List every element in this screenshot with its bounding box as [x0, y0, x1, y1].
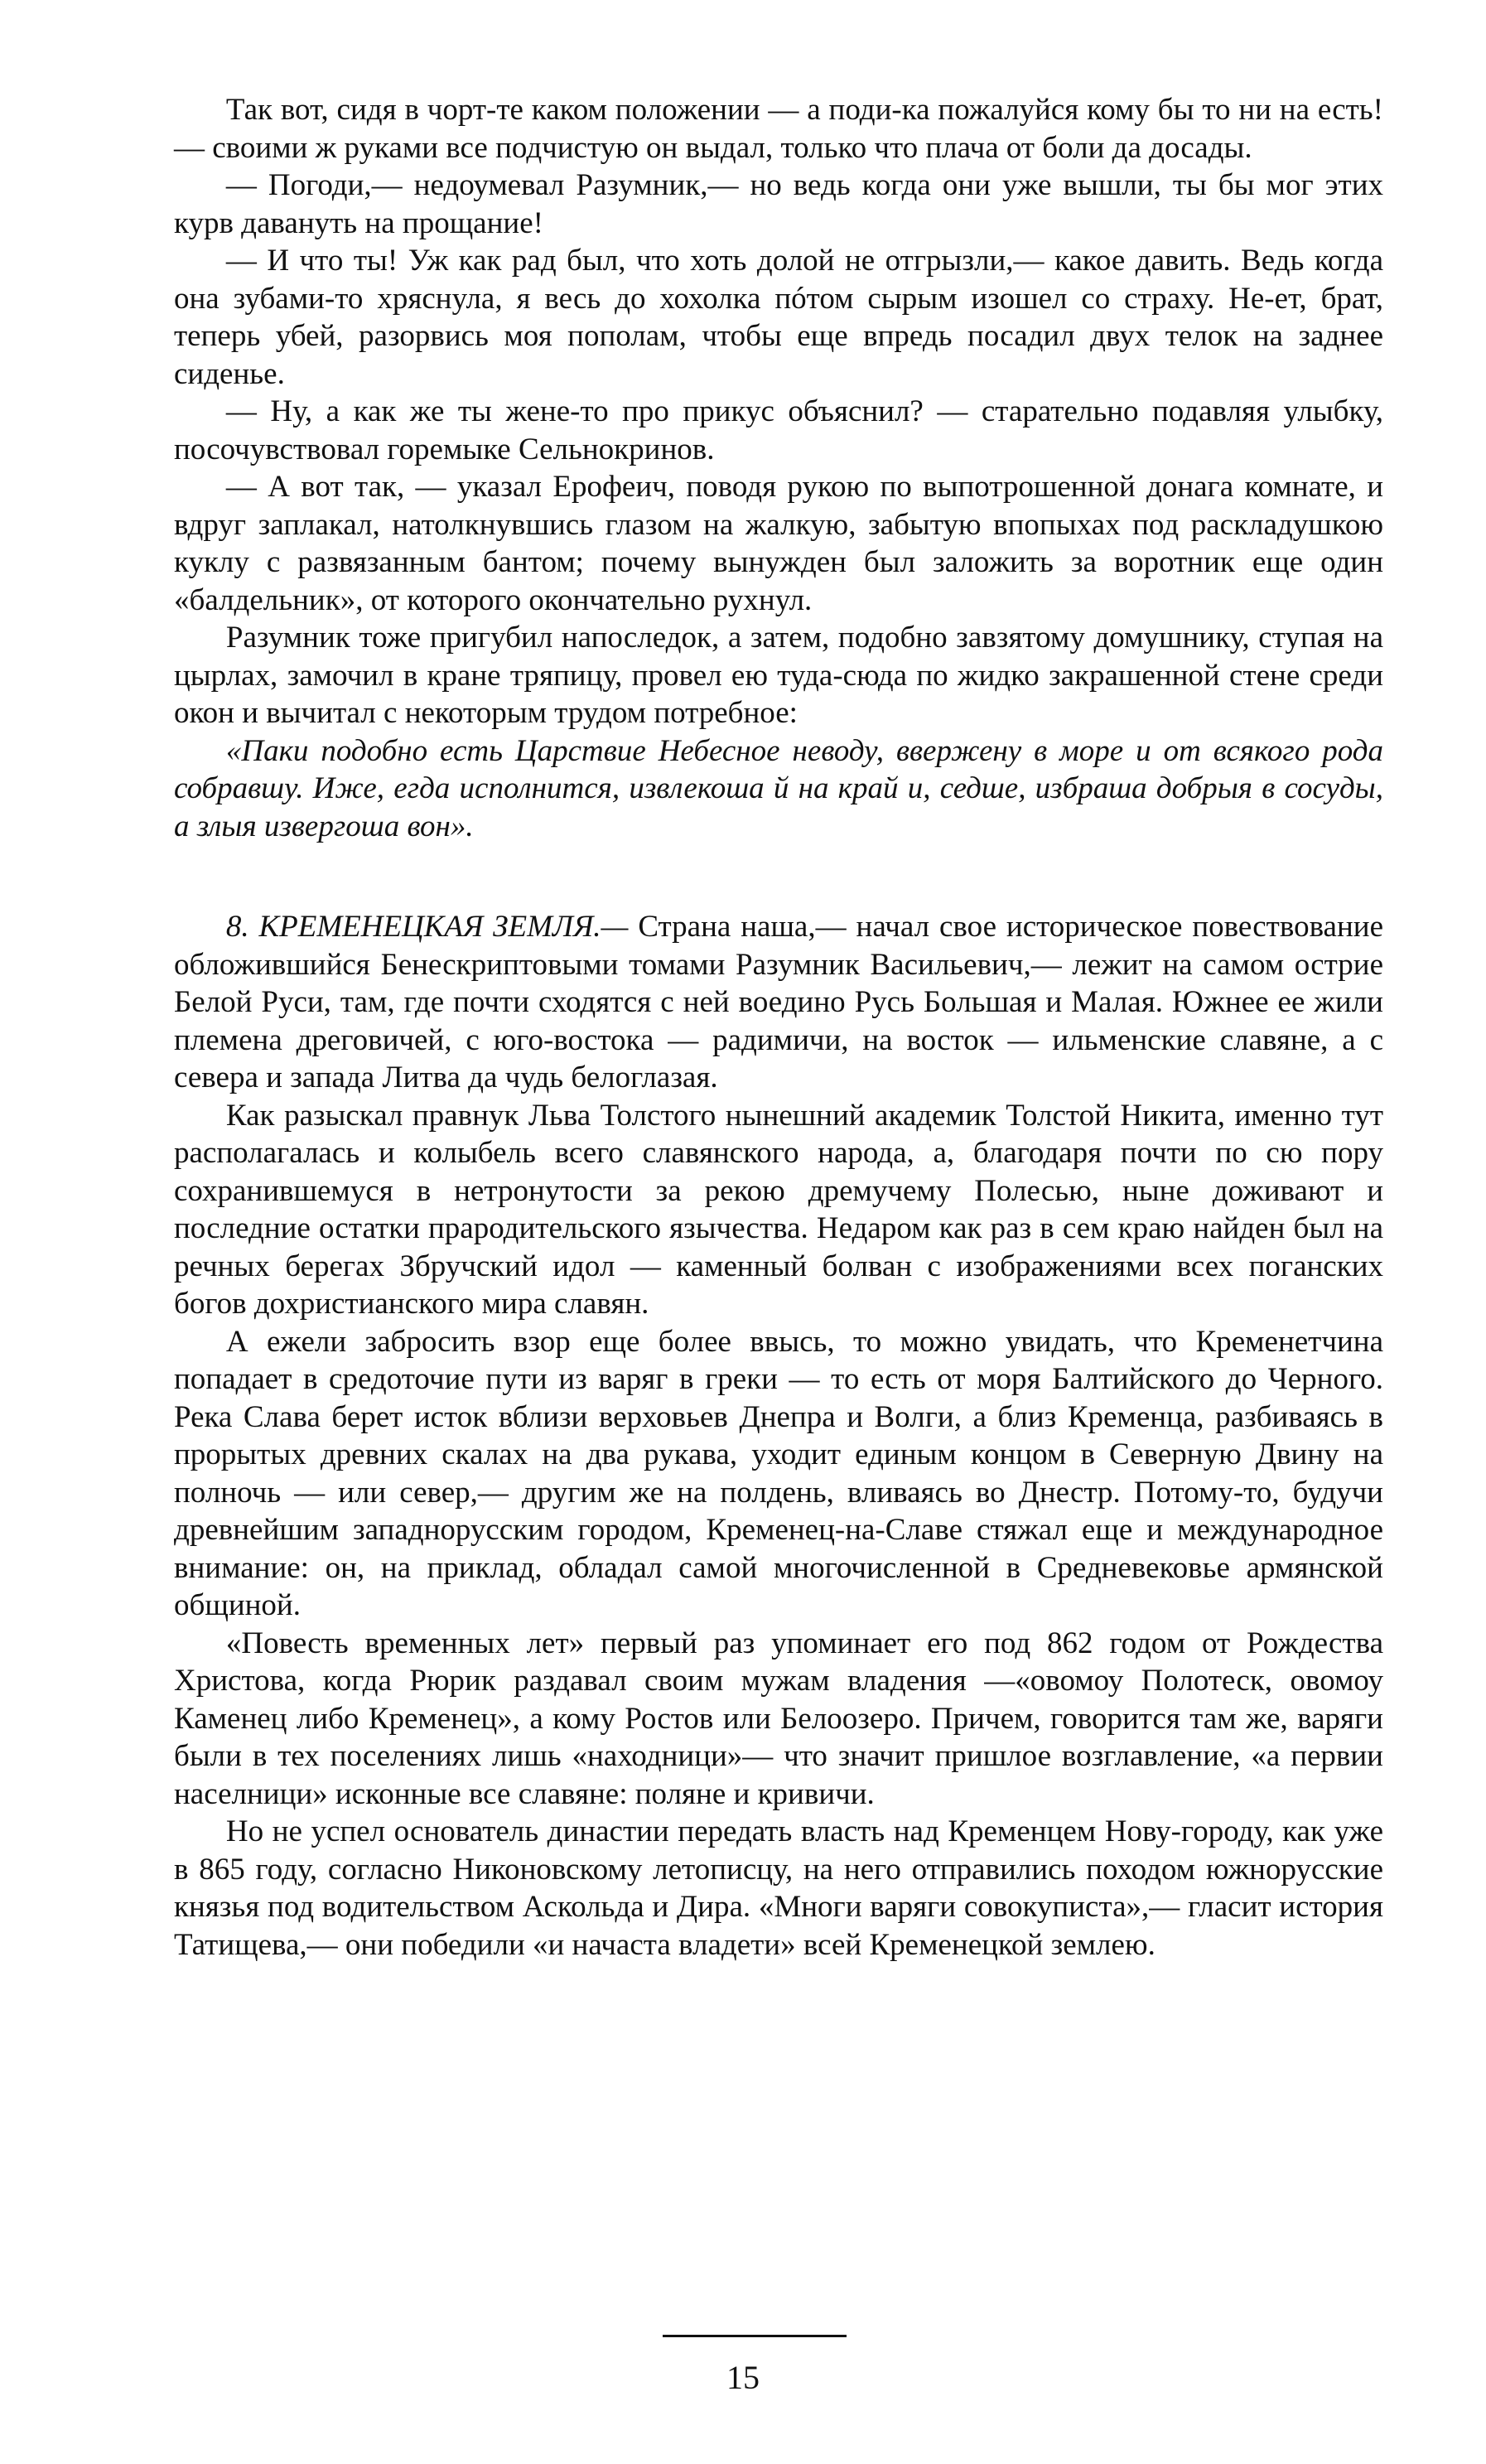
paragraph: Разумник тоже пригубил напоследок, а затем, подобно завзятому домушнику, ступая на цырлах, замочил в кране тряпицу, провел ею туда-сюда по жидко закрашенной стене среди окон и вычитал с некоторым трудом потребное: [174, 621, 1383, 730]
paragraph: Так вот, сидя в чорт-те каком положении — а поди-ка пожалуйся кому бы то ни на есть! — своими ж руками все подчистую он выдал, только что плача от боли да досады. [174, 93, 1383, 165]
paragraph: А ежели забросить взор еще более ввысь, то можно увидать, что Кременетчина попадает в средоточие пути из варяг в греки — то есть от моря Балтийского до Черного. Река Слава берет исток вблизи верховьев Днепра и Волги, а близ Кременца, разбиваясь в прорытых древних скалах на два рукава, уходит единым концом в Северную Двину на полночь — или север,— другим же на полдень, вливаясь во Днестр. Потому-то, будучи древнейшим западнорусским городом, Кременец-на-Славе стяжал еще и международное внимание: он, на приклад, обладал самой многочисленной в Средневековье армянской общиной. [174, 1324, 1383, 1622]
section-gap [174, 845, 1383, 908]
paragraph: Но не успел основатель династии передать власть над Кременцем Нову-городу, как уже в 865 году, согласно Никоновскому летописцу, на него отправились походом южнорусские князья под водительством Аскольда и Дира. «Многи варяги совокуписта»,— гласит история Татищева,— они победили «и начаста владети» всей Кременецкой землею. [174, 1814, 1383, 1962]
chapter-heading: 8. КРЕМЕНЕЦКАЯ ЗЕМЛЯ.— [225, 910, 629, 944]
paragraph: — И что ты! Уж как рад был, что хоть долой не отгрызли,— какое давить. Ведь когда она зубами-то хряснула, я весь до хохолка пóтом сырым изошел со страху. Не-ет, брат, теперь убей, разорвись моя пополам, чтобы еще впредь посадил двух телок на заднее сиденье. [174, 244, 1383, 391]
chapter-first-paragraph-text: Страна наша,— начал свое историческое повествование обложившийся Бенескриптовыми томами Разумник Васильевич,— лежит на самом острие Белой Руси, там, где почти сходятся с ней воедино Русь Большая и Малая. Южнее ее жили племена дреговичей, с юго-востока — радимичи, на восток — ильменские славяне, а с севера и запада Литва да чудь белоглазая. [174, 910, 1383, 1094]
paragraph: — Ну, а как же ты жене-то про прикус объяснил? — старательно подавляя улыбку, посочувствовал горемыке Сельнокринов. [174, 394, 1383, 466]
paragraph: Как разыскал правнук Льва Толстого нынешний академик Толстой Никита, именно тут располагалась и колыбель всего славянского народа, а, благодаря почти по сю пору сохранившемуся в нетронутости за рекою дремучему Полесью, ныне доживают и последние остатки прародительского язычества. Недаром как раз в сем краю найден был на речных берегах Збручский идол — каменный болван с изображениями всех поганских богов дохристианского мира славян. [174, 1098, 1383, 1321]
footer-rule [663, 2335, 847, 2337]
page-number: 15 [726, 2359, 760, 2396]
scripture-quote: «Паки подобно есть Царствие Небесное неводу, ввержену в море и от всякого рода собравшу. Иже, егда исполнится, извлекоша й на край и, седше, избраша добрыя в сосуды, а злыя извергоша вон». [174, 733, 1383, 843]
paragraph: — А вот так, — указал Ерофеич, поводя рукою по выпотрошенной донага комнате, и вдруг заплакал, натолкнувшись глазом на жалкую, забытую впопыхах под раскладушкою куклу с развязанным бантом; почему вынужден был заложить за воротник еще один «балдельник», от которого окончательно рухнул. [174, 470, 1383, 617]
paragraph: — Погоди,— недоумевал Разумник,— но ведь когда они уже вышли, ты бы мог этих курв давануть на прощание! [174, 168, 1383, 240]
paragraph: «Повесть временных лет» первый раз упоминает его под 862 годом от Рождества Христова, когда Рюрик раздавал своим мужам владения —«овомоу Полотеск, овомоу Каменец либо Кременец», а кому Ростов или Белоозеро. Причем, говорится там же, варяги были в тех поселениях лишь «находници»— что значит пришлое возглавление, «а первии населници» исконные все славяне: поляне и кривичи. [174, 1626, 1383, 1811]
chapter-first-paragraph [174, 908, 1383, 1097]
page-text [174, 91, 1383, 1964]
